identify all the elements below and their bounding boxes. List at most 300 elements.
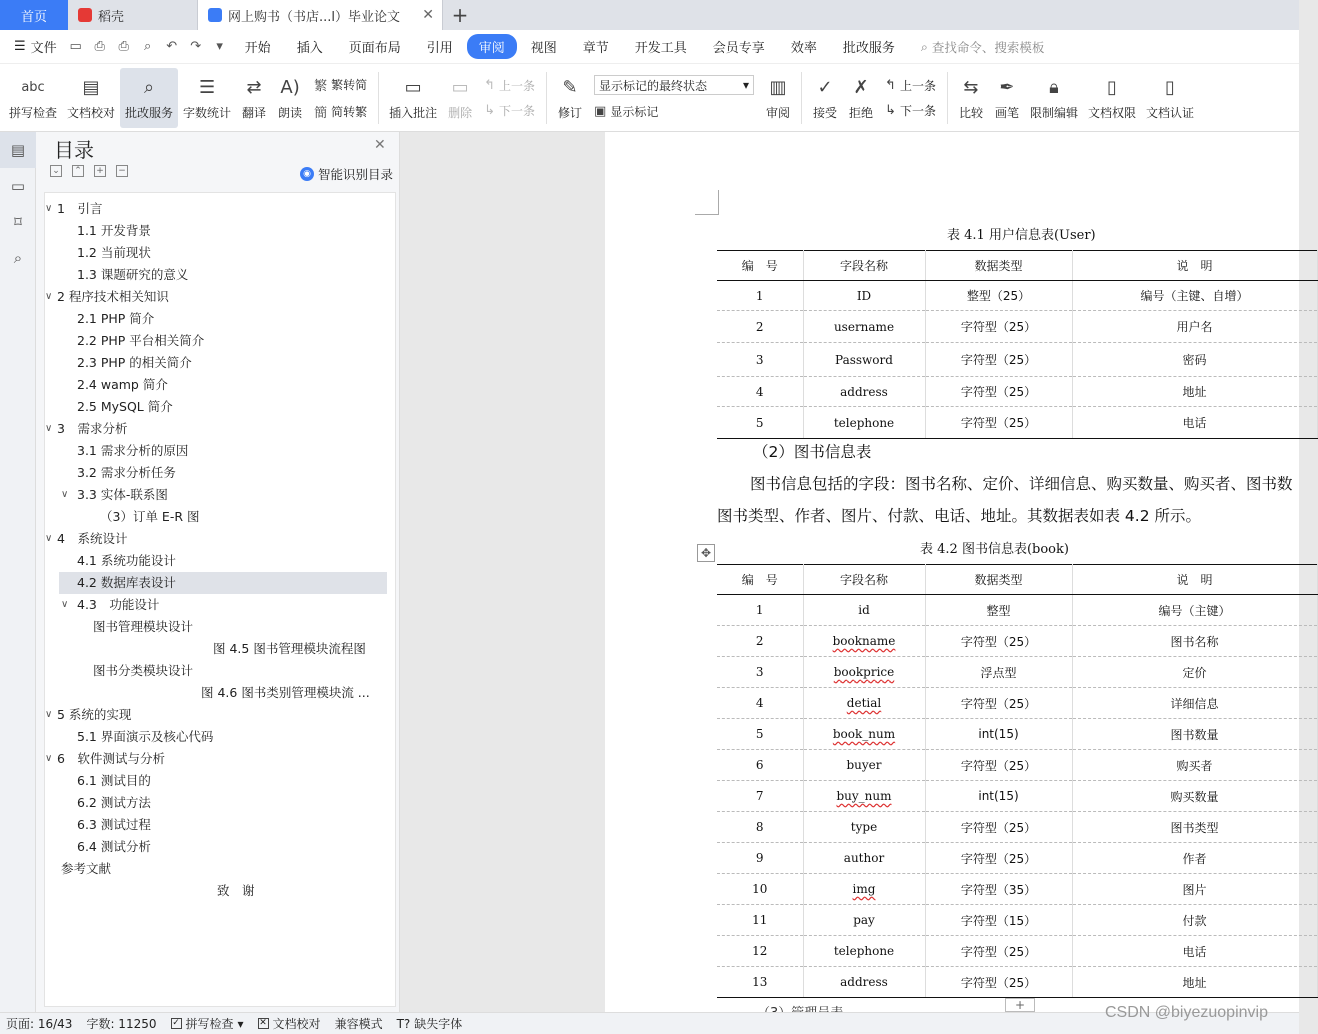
spell-check-status[interactable] bbox=[171, 1015, 244, 1032]
print-icon[interactable]: ⎙ bbox=[118, 39, 129, 54]
table-cell[interactable]: 整型（25） bbox=[925, 281, 1072, 311]
table-cell[interactable]: 1 bbox=[717, 281, 803, 311]
file-menu-label: 文件 bbox=[30, 41, 57, 56]
table-cell[interactable]: 编号（主键） bbox=[1072, 595, 1317, 626]
restrict-edit-label: 限制编辑 bbox=[1029, 106, 1078, 120]
spell-check-icon: abc bbox=[21, 79, 45, 95]
table-row bbox=[717, 812, 1317, 843]
toc-item[interactable] bbox=[45, 858, 395, 880]
toc-item-label: 图书管理模块设计 bbox=[93, 619, 194, 634]
toc-title: 目录 bbox=[54, 138, 94, 162]
table-cell[interactable]: 图片 bbox=[1072, 874, 1317, 905]
table-cell[interactable]: 9 bbox=[717, 843, 803, 874]
table-row bbox=[717, 657, 1317, 688]
prev-comment-button[interactable] bbox=[484, 77, 535, 94]
table-cell[interactable]: 电话 bbox=[1072, 407, 1317, 439]
menu-member[interactable]: 会员专享 bbox=[712, 41, 765, 56]
chevron-down-icon[interactable]: ∨ bbox=[45, 423, 53, 434]
expand-level-icon[interactable]: + bbox=[94, 165, 106, 177]
prev-revision-icon: ↰ bbox=[885, 77, 896, 93]
table-cell[interactable]: buyer bbox=[803, 750, 925, 781]
table-cell[interactable]: 12 bbox=[717, 936, 803, 967]
menu-start[interactable]: 开始 bbox=[244, 41, 271, 56]
table-cell[interactable]: 购买者 bbox=[1072, 750, 1317, 781]
toc-item[interactable] bbox=[45, 396, 395, 418]
toc-item[interactable] bbox=[45, 418, 395, 440]
spell-check-label: 拼写检查 bbox=[9, 106, 58, 120]
chevron-down-icon: ▾ bbox=[237, 1016, 244, 1031]
revision-nav-group bbox=[879, 77, 942, 119]
markup-state-value: 显示标记的最终状态 bbox=[599, 78, 708, 93]
table-cell[interactable]: 字符型（25） bbox=[925, 812, 1072, 843]
toc-item[interactable] bbox=[45, 198, 395, 220]
table-row bbox=[717, 626, 1317, 657]
table-row bbox=[717, 719, 1317, 750]
toc-item[interactable] bbox=[45, 374, 395, 396]
page-gutter bbox=[400, 132, 605, 1012]
toc-item-label: 6.4 测试分析 bbox=[77, 839, 151, 854]
accept-icon: ✓ bbox=[817, 76, 833, 98]
toc-item[interactable] bbox=[45, 462, 395, 484]
to-traditional-button[interactable] bbox=[314, 75, 367, 94]
toc-item[interactable] bbox=[45, 484, 395, 506]
table-cell[interactable]: 4 bbox=[717, 688, 803, 719]
toc-item[interactable] bbox=[45, 550, 395, 572]
word-count-status[interactable]: 字数: 11250 bbox=[86, 1017, 157, 1031]
toc-item-label: 6.2 测试方法 bbox=[77, 795, 151, 810]
read-aloud-button[interactable] bbox=[272, 68, 308, 128]
comment-delete-icon: ▭ bbox=[451, 76, 469, 98]
table-cell[interactable]: author bbox=[803, 843, 925, 874]
table-cell[interactable]: book_num bbox=[803, 719, 925, 750]
next-revision-icon: ↳ bbox=[885, 102, 896, 118]
toc-item-label: 6 软件测试与分析 bbox=[57, 751, 165, 766]
table-row bbox=[717, 688, 1317, 719]
chevron-down-icon[interactable]: ∨ bbox=[45, 533, 53, 544]
table-cell[interactable]: 字符型（25） bbox=[925, 377, 1072, 407]
redo-icon[interactable]: ↷ bbox=[190, 39, 202, 54]
toc-item-label: 4 系统设计 bbox=[57, 531, 128, 546]
comment-add-icon: ▭ bbox=[404, 76, 422, 98]
toc-item[interactable] bbox=[45, 726, 395, 748]
table-cell[interactable]: 浮点型 bbox=[925, 657, 1072, 688]
toc-item[interactable] bbox=[45, 682, 395, 704]
accept-label: 接受 bbox=[813, 106, 838, 120]
table-cell[interactable]: int(15) bbox=[925, 781, 1072, 812]
daoke-logo-icon bbox=[78, 8, 92, 22]
toc-panel bbox=[36, 132, 400, 1012]
table-cell[interactable]: telephone bbox=[803, 936, 925, 967]
spell-check-button[interactable] bbox=[4, 68, 62, 128]
chevron-down-icon[interactable]: ∨ bbox=[45, 753, 53, 764]
table-header-cell: 字段名称 bbox=[803, 565, 925, 595]
table-cell[interactable]: img bbox=[803, 874, 925, 905]
menu-view[interactable]: 视图 bbox=[530, 41, 557, 56]
revise-button[interactable] bbox=[552, 68, 588, 128]
table-cell[interactable]: 电话 bbox=[1072, 936, 1317, 967]
table-cell[interactable]: 字符型（25） bbox=[925, 936, 1072, 967]
table-cell[interactable]: 字符型（25） bbox=[925, 407, 1072, 439]
table-row bbox=[717, 407, 1317, 439]
close-icon[interactable]: ✕ bbox=[374, 137, 386, 153]
toc-item[interactable] bbox=[45, 660, 395, 682]
toc-item-label: 2.2 PHP 平台相关简介 bbox=[77, 333, 205, 348]
toc-item-label: 致 谢 bbox=[217, 883, 255, 898]
paragraph-line: 图书类型、作者、图片、付款、电话、地址。其数据表如表 4.2 所示。 bbox=[717, 507, 1202, 525]
table-cell[interactable]: 字符型（25） bbox=[925, 967, 1072, 998]
translate-label: 翻译 bbox=[242, 106, 267, 120]
doc-permission-icon: ▯ bbox=[1107, 76, 1117, 98]
doc-cert-button[interactable] bbox=[1141, 68, 1199, 128]
to-simplified-label: 简转繁 bbox=[331, 104, 368, 119]
section-heading: （2）图书信息表 bbox=[753, 443, 872, 461]
table-cell[interactable]: 7 bbox=[717, 781, 803, 812]
menu-dev-tools[interactable]: 开发工具 bbox=[634, 41, 687, 56]
table-cell[interactable]: 5 bbox=[717, 719, 803, 750]
toc-item-label: 2 程序技术相关知识 bbox=[57, 289, 169, 304]
toc-item-label: 1.3 课题研究的意义 bbox=[77, 267, 189, 282]
table-cell[interactable]: address bbox=[803, 377, 925, 407]
tab-daoke[interactable] bbox=[68, 0, 198, 30]
table-row bbox=[717, 750, 1317, 781]
smart-toc-icon: ◉ bbox=[300, 167, 314, 181]
tab-home[interactable]: 首页 bbox=[0, 0, 68, 30]
smart-toc-button[interactable] bbox=[300, 165, 393, 183]
table-cell[interactable]: 图书数量 bbox=[1072, 719, 1317, 750]
toc-item[interactable] bbox=[45, 836, 395, 858]
section-nav-icon[interactable]: ▭ bbox=[10, 177, 26, 195]
reject-label: 拒绝 bbox=[849, 106, 874, 120]
table-cell[interactable]: 整型 bbox=[925, 595, 1072, 626]
reject-button[interactable] bbox=[843, 68, 879, 128]
toc-item[interactable] bbox=[45, 880, 395, 902]
table-cell[interactable]: detial bbox=[803, 688, 925, 719]
chevron-down-icon: ▾ bbox=[743, 78, 750, 92]
table-cell[interactable]: 定价 bbox=[1072, 657, 1317, 688]
table-header-cell: 字段名称 bbox=[803, 251, 925, 281]
review-pane-button[interactable] bbox=[760, 68, 796, 128]
doc-check-status[interactable] bbox=[258, 1015, 321, 1032]
toc-item[interactable] bbox=[45, 638, 395, 660]
missing-font-label: 缺失字体 bbox=[414, 1017, 463, 1031]
toc-item[interactable] bbox=[45, 308, 395, 330]
table-cell[interactable]: 4 bbox=[717, 377, 803, 407]
table-row bbox=[717, 967, 1317, 998]
delete-comment-button[interactable] bbox=[442, 68, 478, 128]
read-aloud-label: 朗读 bbox=[278, 106, 303, 120]
menu-insert[interactable]: 插入 bbox=[296, 41, 323, 56]
toc-item[interactable] bbox=[45, 242, 395, 264]
collapse-all-icon[interactable]: ⌄ bbox=[50, 165, 62, 177]
table-cell[interactable]: 13 bbox=[717, 967, 803, 998]
table-cell[interactable]: 8 bbox=[717, 812, 803, 843]
table-cell[interactable]: username bbox=[803, 311, 925, 343]
word-count-button[interactable] bbox=[178, 68, 236, 128]
toc-item[interactable] bbox=[45, 352, 395, 374]
menu-page-layout[interactable]: 页面布局 bbox=[348, 41, 401, 56]
expand-all-icon[interactable]: ⌃ bbox=[72, 165, 84, 177]
doc-check-status-icon: ✕ bbox=[259, 1018, 267, 1028]
bookmark-icon[interactable]: ⌑ bbox=[14, 213, 22, 231]
traditional-icon: 繁 bbox=[314, 78, 328, 94]
table-cell[interactable]: ID bbox=[803, 281, 925, 311]
toc-item[interactable] bbox=[45, 220, 395, 242]
user-info-table bbox=[717, 250, 1318, 439]
prev-comment-label: 上一条 bbox=[499, 78, 536, 93]
page-corner-mark bbox=[718, 190, 719, 215]
toc-item-label: 3 需求分析 bbox=[57, 421, 128, 436]
compare-label: 比较 bbox=[958, 106, 983, 120]
toc-item-label: （3）订单 E-R 图 bbox=[100, 509, 200, 524]
table-cell[interactable]: 3 bbox=[717, 657, 803, 688]
add-row-icon[interactable]: + bbox=[1005, 998, 1035, 1012]
toc-item[interactable] bbox=[45, 440, 395, 462]
table-cell[interactable]: 字符型（25） bbox=[925, 688, 1072, 719]
doc-check-status-label: 文档校对 bbox=[272, 1017, 321, 1031]
toc-panel-icon[interactable]: ▤ bbox=[0, 132, 36, 168]
table-cell[interactable]: 用户名 bbox=[1072, 311, 1317, 343]
toc-item[interactable] bbox=[45, 792, 395, 814]
chevron-down-icon[interactable]: ∨ bbox=[45, 203, 53, 214]
toc-controls bbox=[50, 165, 128, 177]
menu-correct-service[interactable]: 批改服务 bbox=[842, 41, 895, 56]
pen-label: 画笔 bbox=[994, 106, 1019, 120]
translate-button[interactable] bbox=[236, 68, 272, 128]
table-row bbox=[717, 843, 1317, 874]
quick-access-dropdown-icon[interactable]: ▾ bbox=[216, 39, 223, 54]
toc-item[interactable] bbox=[45, 286, 395, 308]
read-aloud-icon: A) bbox=[280, 76, 300, 98]
toc-item-label: 2.4 wamp 简介 bbox=[77, 377, 168, 392]
table-cell[interactable]: 付款 bbox=[1072, 905, 1317, 936]
toc-item[interactable] bbox=[59, 572, 387, 594]
toc-item-label: 1 引言 bbox=[57, 201, 103, 216]
toolbar-divider bbox=[546, 72, 547, 124]
toc-item[interactable] bbox=[45, 506, 395, 528]
table-row bbox=[717, 595, 1317, 626]
table-header-cell: 数据类型 bbox=[925, 251, 1072, 281]
search-icon[interactable]: ⌕ bbox=[13, 249, 23, 267]
toc-item-label: 2.3 PHP 的相关简介 bbox=[77, 355, 192, 370]
table-cell[interactable]: 密码 bbox=[1072, 343, 1317, 377]
page-corner-mark bbox=[695, 214, 719, 215]
table-cell[interactable]: 2 bbox=[717, 311, 803, 343]
table-row bbox=[717, 874, 1317, 905]
next-revision-button[interactable] bbox=[885, 102, 936, 119]
toc-item[interactable] bbox=[45, 616, 395, 638]
menu-review[interactable]: 审阅 bbox=[467, 34, 517, 59]
table-cell[interactable]: 作者 bbox=[1072, 843, 1317, 874]
paragraph-line: 图书信息包括的字段：图书名称、定价、详细信息、购买数量、购买者、图书数 bbox=[750, 475, 1293, 493]
table-header-cell: 编 号 bbox=[717, 565, 803, 595]
table-cell[interactable]: Password bbox=[803, 343, 925, 377]
menu-section[interactable]: 章节 bbox=[582, 41, 609, 56]
revise-icon: ✎ bbox=[562, 76, 578, 98]
table-cell[interactable]: 购买数量 bbox=[1072, 781, 1317, 812]
doc-cert-label: 文档认证 bbox=[1145, 106, 1194, 120]
table-cell[interactable]: 地址 bbox=[1072, 967, 1317, 998]
table-cell[interactable]: 详细信息 bbox=[1072, 688, 1317, 719]
writer-logo-icon bbox=[208, 8, 222, 22]
toc-item[interactable] bbox=[45, 704, 395, 726]
reject-icon: ✗ bbox=[853, 76, 869, 98]
table-header-cell: 说 明 bbox=[1072, 565, 1317, 595]
table-header-cell: 编 号 bbox=[717, 251, 803, 281]
next-comment-button[interactable] bbox=[484, 102, 535, 119]
prev-revision-button[interactable] bbox=[885, 77, 936, 94]
next-comment-label: 下一条 bbox=[499, 103, 536, 118]
table-cell[interactable]: id bbox=[803, 595, 925, 626]
table-cell[interactable]: 3 bbox=[717, 343, 803, 377]
table-cell[interactable]: pay bbox=[803, 905, 925, 936]
toc-item-label: 4.2 数据库表设计 bbox=[77, 575, 176, 590]
table-cell[interactable]: 字符型（25） bbox=[925, 750, 1072, 781]
table-cell[interactable]: 2 bbox=[717, 626, 803, 657]
review-pane-label: 审阅 bbox=[766, 106, 791, 120]
command-search-placeholder: 查找命令、搜索模板 bbox=[931, 39, 1045, 55]
page-indicator[interactable]: 页面: 16/43 bbox=[6, 1017, 73, 1031]
chevron-down-icon[interactable]: ∨ bbox=[61, 489, 69, 500]
toc-list bbox=[44, 192, 396, 1007]
table-row bbox=[717, 343, 1317, 377]
table-cell[interactable]: bookname bbox=[803, 626, 925, 657]
toc-item[interactable] bbox=[45, 594, 395, 616]
toolbar-divider bbox=[378, 72, 379, 124]
tab-document[interactable] bbox=[198, 0, 443, 30]
table-cell[interactable]: 1 bbox=[717, 595, 803, 626]
comment-nav-group bbox=[478, 77, 541, 119]
toc-item-label: 6.3 测试过程 bbox=[77, 817, 151, 832]
markup-state-select[interactable] bbox=[594, 75, 754, 95]
table-cell[interactable]: type bbox=[803, 812, 925, 843]
search-icon: ⌕ bbox=[920, 38, 928, 54]
review-pane-icon: ▥ bbox=[769, 76, 787, 98]
undo-icon[interactable]: ↶ bbox=[166, 39, 178, 54]
checkbox-icon: ✓ bbox=[172, 1018, 180, 1028]
doc-check-button[interactable] bbox=[62, 68, 120, 128]
command-search[interactable] bbox=[921, 38, 1045, 56]
table-header-cell: 说 明 bbox=[1072, 251, 1317, 281]
table-cell[interactable]: 图书名称 bbox=[1072, 626, 1317, 657]
toc-item[interactable] bbox=[45, 770, 395, 792]
table-header-cell: 数据类型 bbox=[925, 565, 1072, 595]
save-icon[interactable]: ▭ bbox=[69, 39, 82, 54]
correct-service-button[interactable] bbox=[120, 68, 178, 128]
lock-icon: 🔒︎ bbox=[1049, 76, 1059, 98]
table-cell[interactable]: bookprice bbox=[803, 657, 925, 688]
table-cell[interactable]: int(15) bbox=[925, 719, 1072, 750]
compare-button[interactable] bbox=[953, 68, 989, 128]
toolbar-divider bbox=[947, 72, 948, 124]
word-count-label: 字数统计 bbox=[183, 106, 232, 120]
table-cell[interactable]: 10 bbox=[717, 874, 803, 905]
show-markup-button[interactable] bbox=[594, 103, 754, 120]
revise-label: 修订 bbox=[558, 106, 583, 120]
table-cell[interactable]: 字符型（25） bbox=[925, 311, 1072, 343]
toc-item[interactable] bbox=[45, 814, 395, 836]
simplified-icon: 簡 bbox=[314, 105, 328, 121]
table-row bbox=[717, 377, 1317, 407]
doc-permission-label: 文档权限 bbox=[1087, 106, 1136, 120]
table-cell[interactable]: 字符型（15） bbox=[925, 905, 1072, 936]
tab-close-icon[interactable]: ✕ bbox=[422, 7, 434, 23]
to-simplified-button[interactable] bbox=[314, 102, 367, 121]
chevron-down-icon[interactable]: ∨ bbox=[61, 599, 69, 610]
table-cell[interactable]: telephone bbox=[803, 407, 925, 439]
prev-comment-icon: ↰ bbox=[484, 77, 496, 93]
toc-item-label: 1.2 当前现状 bbox=[77, 245, 151, 260]
table-move-handle-icon[interactable]: ✥ bbox=[697, 544, 715, 562]
toc-item-label: 1.1 开发背景 bbox=[77, 223, 151, 238]
table-cell[interactable]: 字符型（25） bbox=[925, 626, 1072, 657]
pen-button[interactable] bbox=[989, 68, 1025, 128]
table-cell[interactable]: 字符型（25） bbox=[925, 343, 1072, 377]
review-toolbar bbox=[0, 64, 1299, 132]
insert-comment-button[interactable] bbox=[384, 68, 442, 128]
spell-check-status-label: 拼写检查 bbox=[185, 1017, 234, 1031]
doc-permission-button[interactable] bbox=[1083, 68, 1141, 128]
toc-item[interactable] bbox=[45, 528, 395, 550]
table-cell[interactable]: 字符型（35） bbox=[925, 874, 1072, 905]
toolbar-divider bbox=[801, 72, 802, 124]
toc-item-label: 参考文献 bbox=[61, 861, 112, 876]
missing-font-status[interactable] bbox=[397, 1015, 463, 1032]
table-row bbox=[717, 281, 1317, 311]
delete-comment-label: 删除 bbox=[448, 106, 473, 120]
table-cell[interactable]: 编号（主键、自增） bbox=[1072, 281, 1317, 311]
missing-font-icon: T? bbox=[396, 1016, 411, 1031]
file-menu[interactable] bbox=[8, 37, 63, 56]
table-cell[interactable]: 11 bbox=[717, 905, 803, 936]
table-cell[interactable]: 6 bbox=[717, 750, 803, 781]
toc-item[interactable] bbox=[45, 264, 395, 286]
chevron-down-icon[interactable]: ∨ bbox=[45, 709, 53, 720]
nav-rail bbox=[0, 132, 36, 1012]
toc-item[interactable] bbox=[45, 748, 395, 770]
table-cell[interactable]: buy_num bbox=[803, 781, 925, 812]
chevron-down-icon[interactable]: ∨ bbox=[45, 291, 53, 302]
compare-icon: ⇆ bbox=[963, 76, 979, 98]
table-cell[interactable]: address bbox=[803, 967, 925, 998]
toc-item-label: 4.3 功能设计 bbox=[77, 597, 160, 612]
new-tab-icon[interactable]: + bbox=[451, 3, 469, 27]
toc-item-label: 图书分类模块设计 bbox=[93, 663, 194, 678]
collapse-level-icon[interactable]: − bbox=[116, 165, 128, 177]
print-preview-icon[interactable]: ⌕ bbox=[144, 39, 152, 54]
menu-reference[interactable]: 引用 bbox=[426, 41, 453, 56]
tab-document-label: 网上购书（书店...l）毕业论文 bbox=[228, 9, 401, 25]
correct-service-icon: ⌕ bbox=[143, 76, 155, 98]
book-info-table bbox=[717, 564, 1318, 998]
accept-button[interactable] bbox=[807, 68, 843, 128]
toc-item-label: 6.1 测试目的 bbox=[77, 773, 151, 788]
table-cell[interactable]: 字符型（25） bbox=[925, 843, 1072, 874]
table-cell[interactable]: 地址 bbox=[1072, 377, 1317, 407]
compat-mode[interactable]: 兼容模式 bbox=[334, 1017, 383, 1031]
table-cell[interactable]: 5 bbox=[717, 407, 803, 439]
menu-efficiency[interactable]: 效率 bbox=[790, 41, 817, 56]
watermark: CSDN @biyezuopinvip bbox=[1105, 1004, 1268, 1021]
hamburger-icon: ☰ bbox=[14, 39, 26, 54]
table-cell[interactable]: 图书类型 bbox=[1072, 812, 1317, 843]
next-comment-icon: ↳ bbox=[484, 102, 496, 118]
toc-item-label: 2.1 PHP 简介 bbox=[77, 311, 155, 326]
doc-cert-icon: ▯ bbox=[1165, 76, 1175, 98]
toc-item[interactable] bbox=[45, 330, 395, 352]
pen-icon: ✒ bbox=[999, 76, 1015, 98]
restrict-edit-button[interactable] bbox=[1025, 68, 1083, 128]
export-pdf-icon[interactable]: ⎙ bbox=[94, 39, 105, 54]
